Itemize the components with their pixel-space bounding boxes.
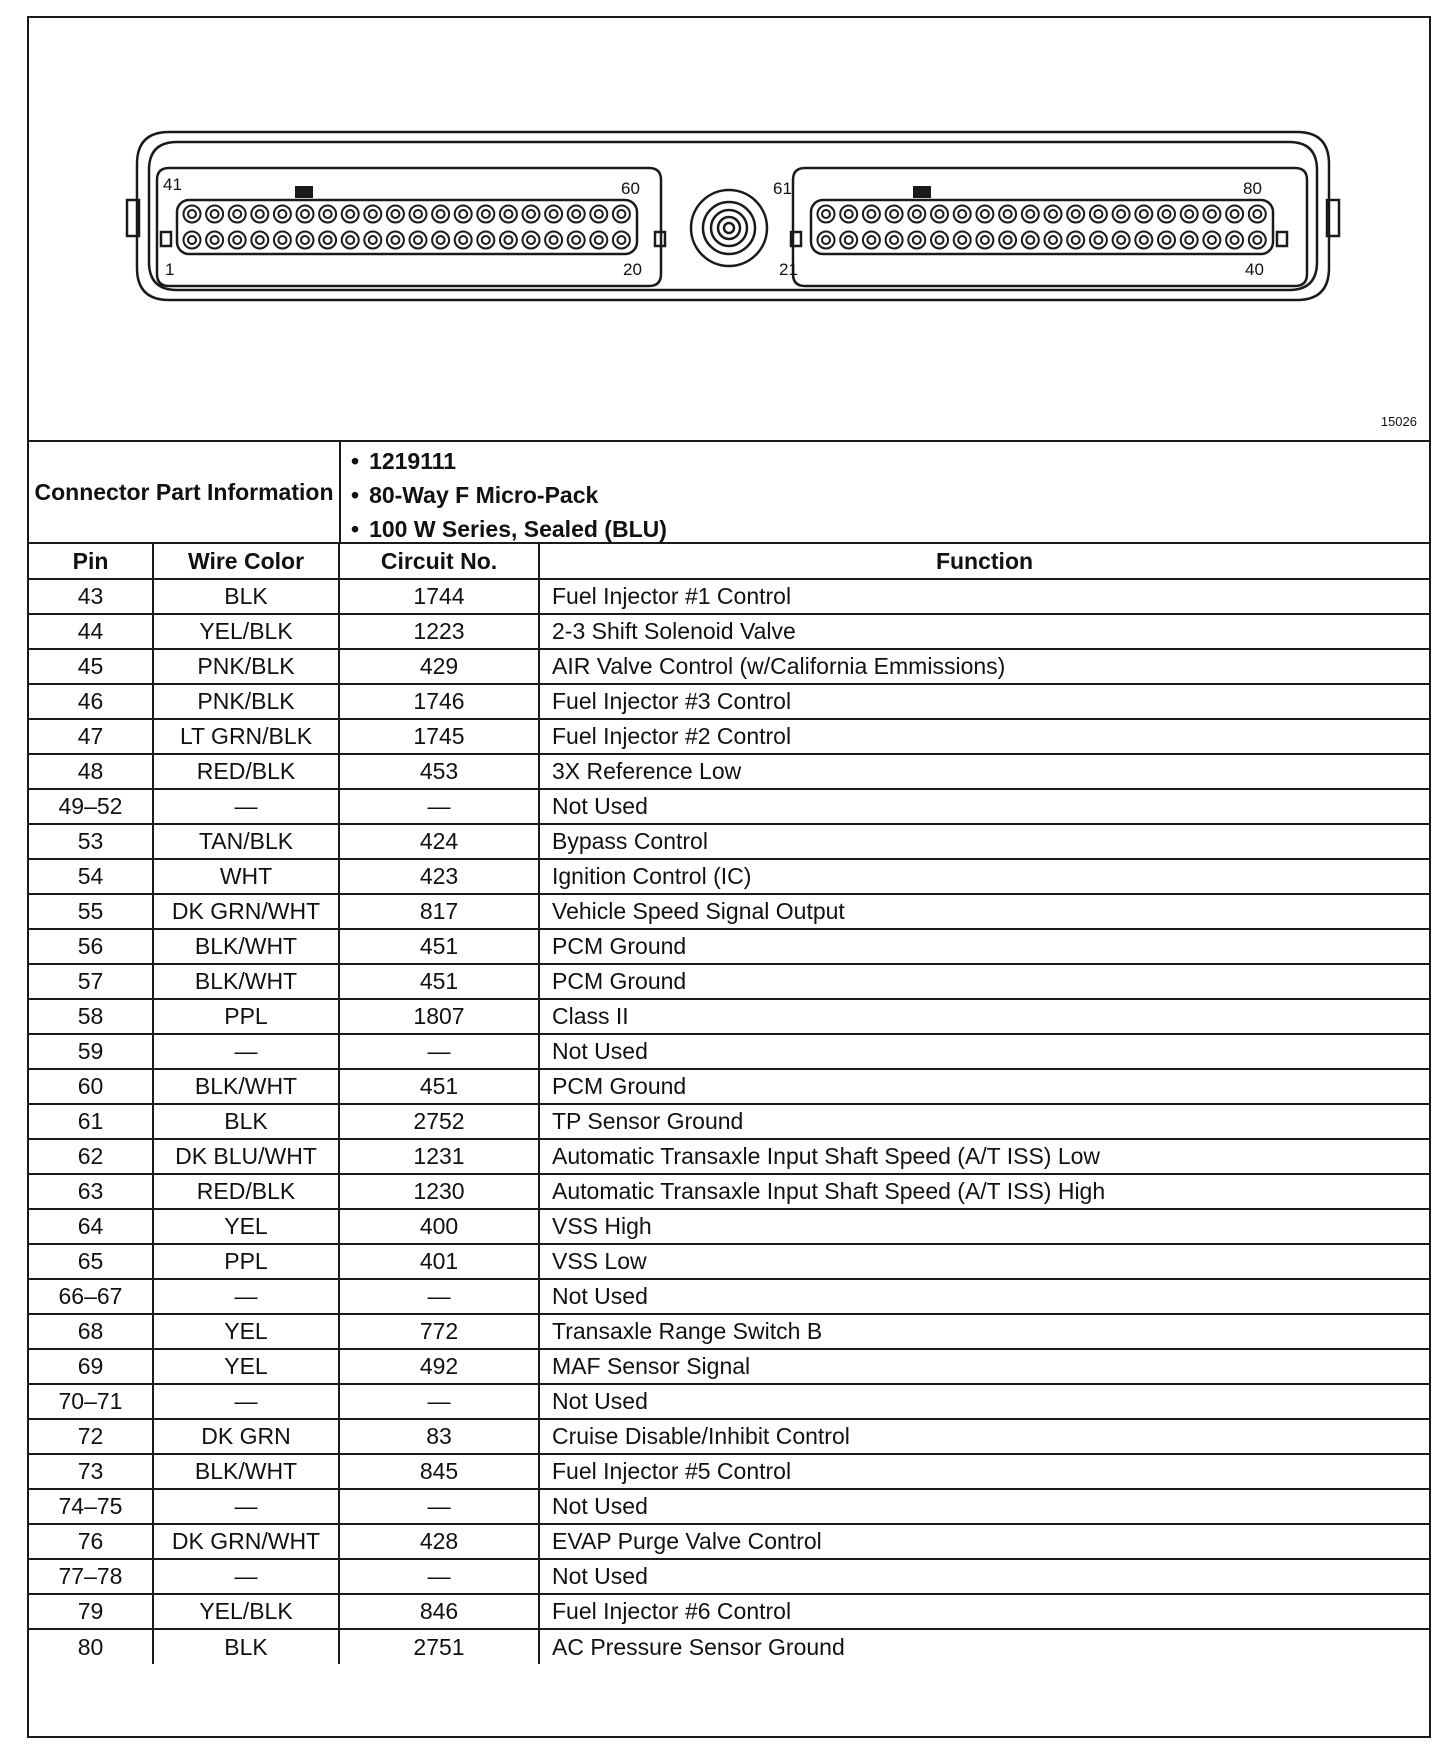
cell-circuit-no: 772 [339, 1314, 539, 1349]
pin-hole-inner [890, 236, 898, 244]
pin-hole-inner [958, 236, 966, 244]
cell-circuit-no: 429 [339, 649, 539, 684]
cell-wire-color: RED/BLK [153, 1174, 339, 1209]
cell-circuit-no: 2751 [339, 1629, 539, 1664]
table-row [29, 1209, 1429, 1244]
cell-pin: 59 [29, 1034, 153, 1069]
pin-hole-inner [278, 236, 286, 244]
cell-pin: 69 [29, 1349, 153, 1384]
table-row [29, 1629, 1429, 1664]
label-20: 20 [623, 260, 642, 279]
table-row [29, 1384, 1429, 1419]
pin-hole-inner [278, 210, 286, 218]
cell-function: VSS Low [539, 1244, 1429, 1279]
left-pin-block [177, 200, 637, 254]
cell-function: Class II [539, 999, 1429, 1034]
cell-wire-color: — [153, 1279, 339, 1314]
cell-pin: 53 [29, 824, 153, 859]
pin-hole-inner [233, 210, 241, 218]
cell-function: Bypass Control [539, 824, 1429, 859]
cell-wire-color: RED/BLK [153, 754, 339, 789]
cell-wire-color: YEL [153, 1349, 339, 1384]
pin-hole-inner [572, 210, 580, 218]
cell-circuit-no: — [339, 1279, 539, 1314]
cell-circuit-no: 1223 [339, 614, 539, 649]
pin-hole-inner [936, 210, 944, 218]
pin-hole-inner [391, 236, 399, 244]
cell-pin: 72 [29, 1419, 153, 1454]
cell-circuit-no: 424 [339, 824, 539, 859]
cell-wire-color: BLK/WHT [153, 964, 339, 999]
document-sheet [27, 16, 1431, 1738]
cell-function: MAF Sensor Signal [539, 1349, 1429, 1384]
cell-wire-color: YEL/BLK [153, 1594, 339, 1629]
cell-circuit-no: 846 [339, 1594, 539, 1629]
cell-pin: 60 [29, 1069, 153, 1104]
cell-wire-color: DK BLU/WHT [153, 1139, 339, 1174]
label-80: 80 [1243, 179, 1262, 198]
cell-function: Cruise Disable/Inhibit Control [539, 1419, 1429, 1454]
table-row [29, 649, 1429, 684]
pin-hole-inner [595, 210, 603, 218]
pin-hole-inner [981, 236, 989, 244]
cell-pin: 54 [29, 859, 153, 894]
cell-function: EVAP Purge Valve Control [539, 1524, 1429, 1559]
cell-pin: 79 [29, 1594, 153, 1629]
table-row [29, 1349, 1429, 1384]
cell-wire-color: BLK/WHT [153, 1454, 339, 1489]
cell-pin: 48 [29, 754, 153, 789]
cell-wire-color: BLK [153, 579, 339, 614]
cell-circuit-no: 453 [339, 754, 539, 789]
cell-pin: 70–71 [29, 1384, 153, 1419]
pin-hole-inner [256, 236, 264, 244]
pin-hole-inner [301, 236, 309, 244]
connector-info-item: • 80-Way F Micro-Pack [351, 478, 667, 512]
pin-hole-inner [414, 236, 422, 244]
cell-function: Ignition Control (IC) [539, 859, 1429, 894]
table-row [29, 719, 1429, 754]
cell-pin: 62 [29, 1139, 153, 1174]
cell-circuit-no: 451 [339, 929, 539, 964]
cell-pin: 66–67 [29, 1279, 153, 1314]
pin-hole-inner [1253, 236, 1261, 244]
table-row [29, 1314, 1429, 1349]
pin-hole-inner [459, 210, 467, 218]
connector-info-label: Connector Part Information [29, 442, 341, 542]
cell-wire-color: YEL [153, 1209, 339, 1244]
cell-wire-color: YEL [153, 1314, 339, 1349]
pin-hole-inner [437, 236, 445, 244]
pinout-table [29, 544, 1429, 1664]
pin-hole-inner [1049, 236, 1057, 244]
pin-hole-inner [1163, 236, 1171, 244]
cell-circuit-no: — [339, 1559, 539, 1594]
pin-hole-inner [913, 210, 921, 218]
figure-number: 15026 [1380, 414, 1417, 429]
pin-hole-inner [1049, 210, 1057, 218]
cell-circuit-no: 400 [339, 1209, 539, 1244]
cell-pin: 61 [29, 1104, 153, 1139]
connector-figure [29, 18, 1429, 442]
pin-hole-inner [936, 236, 944, 244]
cell-wire-color: DK GRN/WHT [153, 894, 339, 929]
pin-hole-inner [256, 210, 264, 218]
cell-pin: 55 [29, 894, 153, 929]
pin-hole-inner [1117, 236, 1125, 244]
cell-pin: 58 [29, 999, 153, 1034]
pin-hole-inner [595, 236, 603, 244]
pin-hole-inner [188, 236, 196, 244]
pin-hole-inner [1231, 210, 1239, 218]
cell-pin: 44 [29, 614, 153, 649]
header-wire-color: Wire Color [153, 544, 339, 579]
cell-wire-color: DK GRN/WHT [153, 1524, 339, 1559]
cell-function: PCM Ground [539, 929, 1429, 964]
cell-wire-color: TAN/BLK [153, 824, 339, 859]
pin-hole-inner [1185, 236, 1193, 244]
cell-circuit-no: — [339, 1489, 539, 1524]
cell-wire-color: — [153, 789, 339, 824]
cell-function: Fuel Injector #3 Control [539, 684, 1429, 719]
cell-wire-color: BLK/WHT [153, 1069, 339, 1104]
cell-function: Not Used [539, 1279, 1429, 1314]
pin-hole-inner [459, 236, 467, 244]
cell-pin: 68 [29, 1314, 153, 1349]
cell-pin: 80 [29, 1629, 153, 1664]
cell-wire-color: PPL [153, 999, 339, 1034]
cell-wire-color: WHT [153, 859, 339, 894]
cell-pin: 56 [29, 929, 153, 964]
pin-hole-inner [890, 210, 898, 218]
pin-hole-inner [867, 210, 875, 218]
table-row [29, 964, 1429, 999]
cell-function: VSS High [539, 1209, 1429, 1244]
table-row [29, 1174, 1429, 1209]
pin-hole-inner [913, 236, 921, 244]
cell-circuit-no: 1230 [339, 1174, 539, 1209]
pin-hole-inner [504, 210, 512, 218]
cell-wire-color: YEL/BLK [153, 614, 339, 649]
cell-pin: 77–78 [29, 1559, 153, 1594]
cell-circuit-no: 428 [339, 1524, 539, 1559]
pin-hole-inner [572, 236, 580, 244]
pin-hole-inner [550, 210, 558, 218]
pin-hole-inner [1094, 210, 1102, 218]
pin-hole-inner [1231, 236, 1239, 244]
cell-wire-color: DK GRN [153, 1419, 339, 1454]
cell-function: Not Used [539, 789, 1429, 824]
pin-hole-inner [211, 236, 219, 244]
cell-function: AIR Valve Control (w/California Emmissions) [539, 649, 1429, 684]
pin-hole-inner [504, 236, 512, 244]
pin-hole-inner [1140, 236, 1148, 244]
connector-info-list [351, 444, 667, 546]
cell-wire-color: — [153, 1034, 339, 1069]
cell-circuit-no: 845 [339, 1454, 539, 1489]
pin-hole-inner [1072, 210, 1080, 218]
cell-circuit-no: 1807 [339, 999, 539, 1034]
right-key [913, 186, 931, 198]
cell-circuit-no: 451 [339, 964, 539, 999]
cell-pin: 43 [29, 579, 153, 614]
table-row [29, 929, 1429, 964]
pin-hole-inner [845, 210, 853, 218]
cell-pin: 63 [29, 1174, 153, 1209]
cell-circuit-no: 1231 [339, 1139, 539, 1174]
pin-hole-inner [550, 236, 558, 244]
pin-hole-inner [617, 210, 625, 218]
table-row [29, 1419, 1429, 1454]
pin-hole-inner [233, 236, 241, 244]
label-41: 41 [163, 175, 182, 194]
connector-info-item: • 100 W Series, Sealed (BLU) [351, 512, 667, 546]
pin-hole-inner [1117, 210, 1125, 218]
pin-hole-inner [391, 210, 399, 218]
connector-diagram [29, 18, 1429, 440]
cell-pin: 47 [29, 719, 153, 754]
pin-hole-inner [414, 210, 422, 218]
cell-pin: 74–75 [29, 1489, 153, 1524]
connector-info-item: • 1219111 [351, 444, 667, 478]
cell-wire-color: PNK/BLK [153, 684, 339, 719]
cell-circuit-no: 817 [339, 894, 539, 929]
cell-wire-color: — [153, 1559, 339, 1594]
cell-circuit-no: 492 [339, 1349, 539, 1384]
cell-pin: 64 [29, 1209, 153, 1244]
cell-circuit-no: — [339, 789, 539, 824]
pin-hole-inner [1026, 236, 1034, 244]
cell-pin: 49–52 [29, 789, 153, 824]
pin-hole-inner [1208, 236, 1216, 244]
pin-hole-inner [369, 210, 377, 218]
pin-hole-inner [346, 210, 354, 218]
pin-hole-inner [1163, 210, 1171, 218]
table-row [29, 684, 1429, 719]
cell-function: Fuel Injector #6 Control [539, 1594, 1429, 1629]
pin-hole-inner [1072, 236, 1080, 244]
cell-function: 3X Reference Low [539, 754, 1429, 789]
pin-hole-inner [1094, 236, 1102, 244]
cell-wire-color: — [153, 1489, 339, 1524]
cell-function: PCM Ground [539, 1069, 1429, 1104]
cell-pin: 65 [29, 1244, 153, 1279]
table-row [29, 1069, 1429, 1104]
pin-hole-inner [1253, 210, 1261, 218]
pin-hole-inner [1140, 210, 1148, 218]
pin-hole-inner [324, 236, 332, 244]
pin-hole-inner [188, 210, 196, 218]
cell-pin: 76 [29, 1524, 153, 1559]
cell-pin: 45 [29, 649, 153, 684]
table-row [29, 999, 1429, 1034]
cell-function: Automatic Transaxle Input Shaft Speed (A/T ISS) Low [539, 1139, 1429, 1174]
table-row [29, 1104, 1429, 1139]
table-row [29, 894, 1429, 929]
table-row [29, 754, 1429, 789]
cell-function: Not Used [539, 1559, 1429, 1594]
cell-circuit-no: — [339, 1034, 539, 1069]
cell-function: Not Used [539, 1489, 1429, 1524]
right-cavity [793, 168, 1307, 286]
table-row [29, 1244, 1429, 1279]
table-row [29, 824, 1429, 859]
label-61: 61 [773, 179, 792, 198]
pin-hole-inner [845, 236, 853, 244]
pin-hole-inner [1026, 210, 1034, 218]
cell-function: Vehicle Speed Signal Output [539, 894, 1429, 929]
pin-hole-inner [1004, 236, 1012, 244]
cell-wire-color: — [153, 1384, 339, 1419]
table-row [29, 614, 1429, 649]
pin-hole-inner [981, 210, 989, 218]
cell-function: 2-3 Shift Solenoid Valve [539, 614, 1429, 649]
pin-hole-inner [324, 210, 332, 218]
table-row [29, 789, 1429, 824]
cell-function: Not Used [539, 1384, 1429, 1419]
cell-circuit-no: 423 [339, 859, 539, 894]
table-row [29, 1454, 1429, 1489]
table-row [29, 1139, 1429, 1174]
pin-hole-inner [958, 210, 966, 218]
cell-wire-color: BLK [153, 1629, 339, 1664]
table-row [29, 1034, 1429, 1069]
pin-hole-inner [301, 210, 309, 218]
label-1: 1 [165, 260, 175, 279]
cell-wire-color: PNK/BLK [153, 649, 339, 684]
pin-hole-inner [211, 210, 219, 218]
cell-pin: 73 [29, 1454, 153, 1489]
cell-circuit-no: 1745 [339, 719, 539, 754]
table-row [29, 1594, 1429, 1629]
cell-circuit-no: 1744 [339, 579, 539, 614]
table-row [29, 1524, 1429, 1559]
label-40: 40 [1245, 260, 1264, 279]
connector-part-information [29, 442, 1429, 544]
header-row [29, 544, 1429, 579]
pin-hole-inner [527, 210, 535, 218]
cell-function: Fuel Injector #2 Control [539, 719, 1429, 754]
cell-function: Fuel Injector #1 Control [539, 579, 1429, 614]
cell-wire-color: PPL [153, 1244, 339, 1279]
cell-circuit-no: 83 [339, 1419, 539, 1454]
header-circuit-no: Circuit No. [339, 544, 539, 579]
pin-hole-inner [867, 236, 875, 244]
pin-hole-inner [1004, 210, 1012, 218]
cell-wire-color: LT GRN/BLK [153, 719, 339, 754]
label-21: 21 [779, 260, 798, 279]
table-row [29, 1559, 1429, 1594]
cell-function: PCM Ground [539, 964, 1429, 999]
table-row [29, 1279, 1429, 1314]
pin-hole-inner [437, 210, 445, 218]
pin-hole-inner [482, 210, 490, 218]
cell-function: AC Pressure Sensor Ground [539, 1629, 1429, 1664]
pin-hole-inner [1185, 210, 1193, 218]
cell-function: Not Used [539, 1034, 1429, 1069]
left-cavity [157, 168, 661, 286]
pin-hole-inner [617, 236, 625, 244]
pin-hole-inner [346, 236, 354, 244]
table-row [29, 579, 1429, 614]
cell-pin: 57 [29, 964, 153, 999]
cell-circuit-no: 1746 [339, 684, 539, 719]
right-pin-block [811, 200, 1273, 254]
left-key [295, 186, 313, 198]
table-row [29, 859, 1429, 894]
cell-pin: 46 [29, 684, 153, 719]
pin-hole-inner [527, 236, 535, 244]
cell-function: Automatic Transaxle Input Shaft Speed (A/T ISS) High [539, 1174, 1429, 1209]
cell-wire-color: BLK [153, 1104, 339, 1139]
pin-hole-inner [369, 236, 377, 244]
cell-circuit-no: 2752 [339, 1104, 539, 1139]
cell-function: TP Sensor Ground [539, 1104, 1429, 1139]
header-pin: Pin [29, 544, 153, 579]
label-60: 60 [621, 179, 640, 198]
cell-wire-color: BLK/WHT [153, 929, 339, 964]
pin-hole-inner [822, 210, 830, 218]
cell-function: Fuel Injector #5 Control [539, 1454, 1429, 1489]
cell-function: Transaxle Range Switch B [539, 1314, 1429, 1349]
cell-circuit-no: 451 [339, 1069, 539, 1104]
pin-hole-inner [482, 236, 490, 244]
header-function: Function [539, 544, 1429, 579]
cell-circuit-no: 401 [339, 1244, 539, 1279]
pin-hole-inner [1208, 210, 1216, 218]
cell-circuit-no: — [339, 1384, 539, 1419]
table-row [29, 1489, 1429, 1524]
pin-hole-inner [822, 236, 830, 244]
